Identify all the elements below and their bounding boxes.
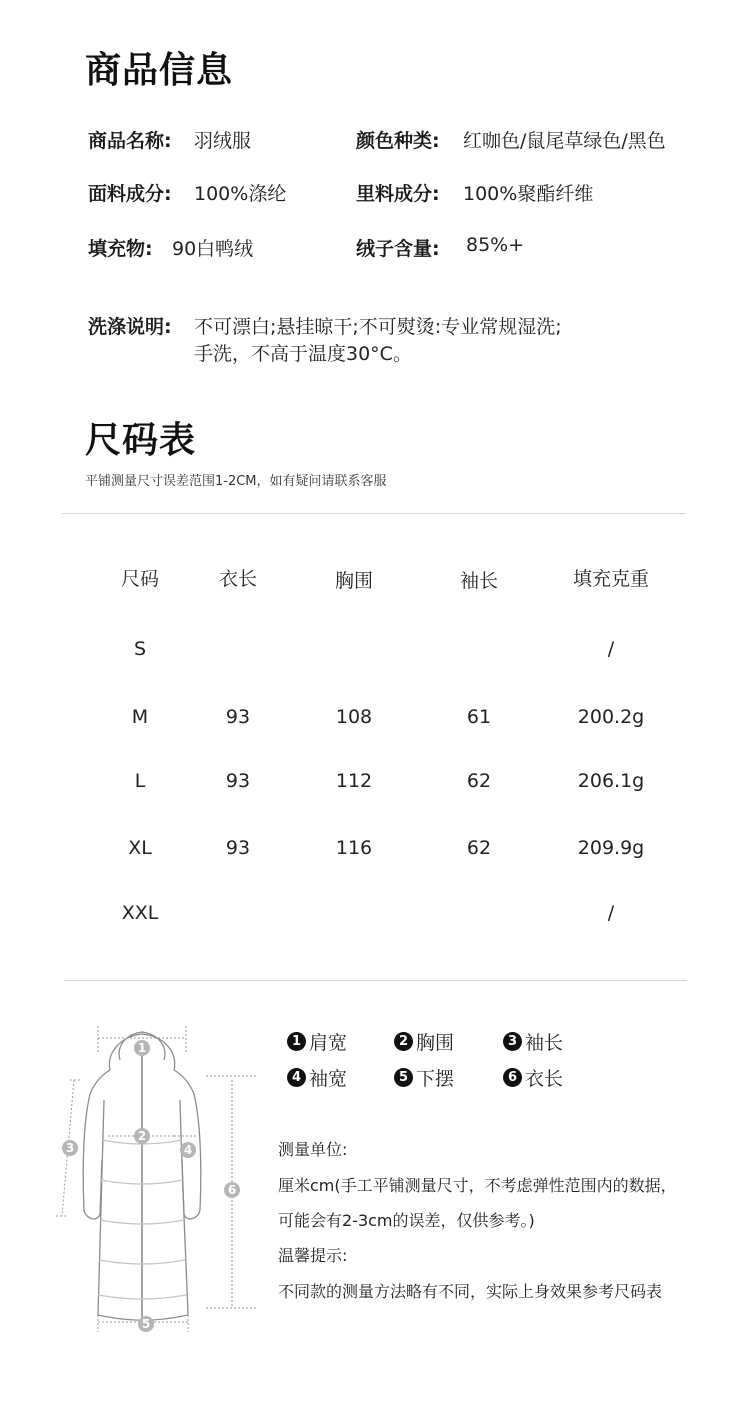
svg-text:1: 1 xyxy=(137,1041,147,1055)
filling-value: 90白鸭绒 xyxy=(172,238,254,260)
cell-length: 93 xyxy=(225,770,251,792)
legend-item xyxy=(503,1064,563,1091)
down-content-label: 绒子含量: xyxy=(356,238,440,260)
fabric-value: 100%涤纶 xyxy=(194,183,287,205)
header-sleeve: 袖长 xyxy=(459,570,498,592)
cell-length: 93 xyxy=(225,706,251,728)
legend-item xyxy=(394,1028,454,1055)
cell-size: M xyxy=(131,706,149,728)
filling-label: 填充物: xyxy=(88,238,153,260)
cell-fill-weight: / xyxy=(607,638,615,660)
svg-text:4: 4 xyxy=(183,1143,193,1157)
legend-item xyxy=(287,1064,347,1091)
svg-text:3: 3 xyxy=(65,1141,75,1155)
washing-line-2: 手洗，不高于温度30°C。 xyxy=(194,343,412,365)
svg-text:2: 2 xyxy=(137,1129,147,1143)
down-content-value: 85%+ xyxy=(466,234,525,256)
svg-text:5: 5 xyxy=(141,1317,151,1331)
cell-size: XXL xyxy=(121,902,159,924)
colors-label: 颜色种类: xyxy=(356,130,440,152)
cell-chest: 108 xyxy=(335,706,373,728)
fabric-label: 面料成分: xyxy=(88,183,172,205)
header-size: 尺码 xyxy=(120,568,159,590)
cell-size: L xyxy=(134,770,146,792)
washing-label: 洗涤说明: xyxy=(88,316,172,338)
legend-label: 肩宽 xyxy=(309,1032,348,1054)
number-3-icon: 3 xyxy=(503,1032,522,1051)
tip-text: 不同款的测量方法略有不同，实际上身效果参考尺码表 xyxy=(278,1282,663,1301)
legend-item xyxy=(394,1064,454,1091)
divider-bottom xyxy=(64,980,687,981)
header-length: 衣长 xyxy=(218,568,257,590)
number-1-icon: 1 xyxy=(287,1032,306,1051)
coat-measurement-diagram xyxy=(40,1010,260,1350)
cell-size: S xyxy=(133,638,147,660)
unit-line-2: 可能会有2-3cm的误差，仅供参考。) xyxy=(278,1211,535,1230)
number-5-icon: 5 xyxy=(394,1068,413,1087)
legend-label: 下摆 xyxy=(416,1068,455,1090)
cell-size: XL xyxy=(128,837,152,859)
size-chart-title: 尺码表 xyxy=(85,420,197,461)
product-info-title: 商品信息 xyxy=(85,50,234,91)
unit-label: 测量单位: xyxy=(278,1140,348,1159)
cell-chest: 116 xyxy=(335,837,373,859)
legend-label: 袖宽 xyxy=(309,1068,348,1090)
name-value: 羽绒服 xyxy=(194,130,252,152)
unit-line-1: 厘米cm(手工平铺测量尺寸，不考虑弹性范围内的数据， xyxy=(278,1176,677,1195)
number-6-icon: 6 xyxy=(503,1068,522,1087)
cell-sleeve: 62 xyxy=(466,770,492,792)
header-chest: 胸围 xyxy=(334,570,373,592)
cell-chest: 112 xyxy=(335,770,373,792)
size-chart-note: 平铺测量尺寸误差范围1-2CM，如有疑问请联系客服 xyxy=(85,474,387,489)
header-fill-weight: 填充克重 xyxy=(572,568,649,590)
legend-item xyxy=(503,1028,563,1055)
washing-line-1: 不可漂白;悬挂晾干;不可熨烫:专业常规湿洗; xyxy=(194,316,562,338)
cell-sleeve: 61 xyxy=(466,706,492,728)
colors-value: 红咖色/鼠尾草绿色/黑色 xyxy=(463,130,666,152)
cell-sleeve: 62 xyxy=(466,837,492,859)
cell-fill-weight: 206.1g xyxy=(577,770,645,792)
legend-item xyxy=(287,1028,347,1055)
divider-top xyxy=(62,513,685,514)
name-label: 商品名称: xyxy=(88,130,172,152)
tip-label: 温馨提示: xyxy=(278,1246,348,1265)
cell-length: 93 xyxy=(225,837,251,859)
number-2-icon: 2 xyxy=(394,1032,413,1051)
number-4-icon: 4 xyxy=(287,1068,306,1087)
svg-text:6: 6 xyxy=(227,1183,237,1197)
cell-fill-weight: / xyxy=(607,902,615,924)
lining-label: 里料成分: xyxy=(356,183,440,205)
legend-label: 胸围 xyxy=(416,1032,455,1054)
measurement-markers xyxy=(62,1040,240,1332)
cell-fill-weight: 209.9g xyxy=(577,837,645,859)
legend-label: 衣长 xyxy=(525,1068,564,1090)
measurement-lines xyxy=(56,1026,258,1332)
lining-value: 100%聚酯纤维 xyxy=(463,183,594,205)
coat-outline xyxy=(83,1032,201,1320)
cell-fill-weight: 200.2g xyxy=(577,706,645,728)
legend-label: 袖长 xyxy=(525,1032,564,1054)
